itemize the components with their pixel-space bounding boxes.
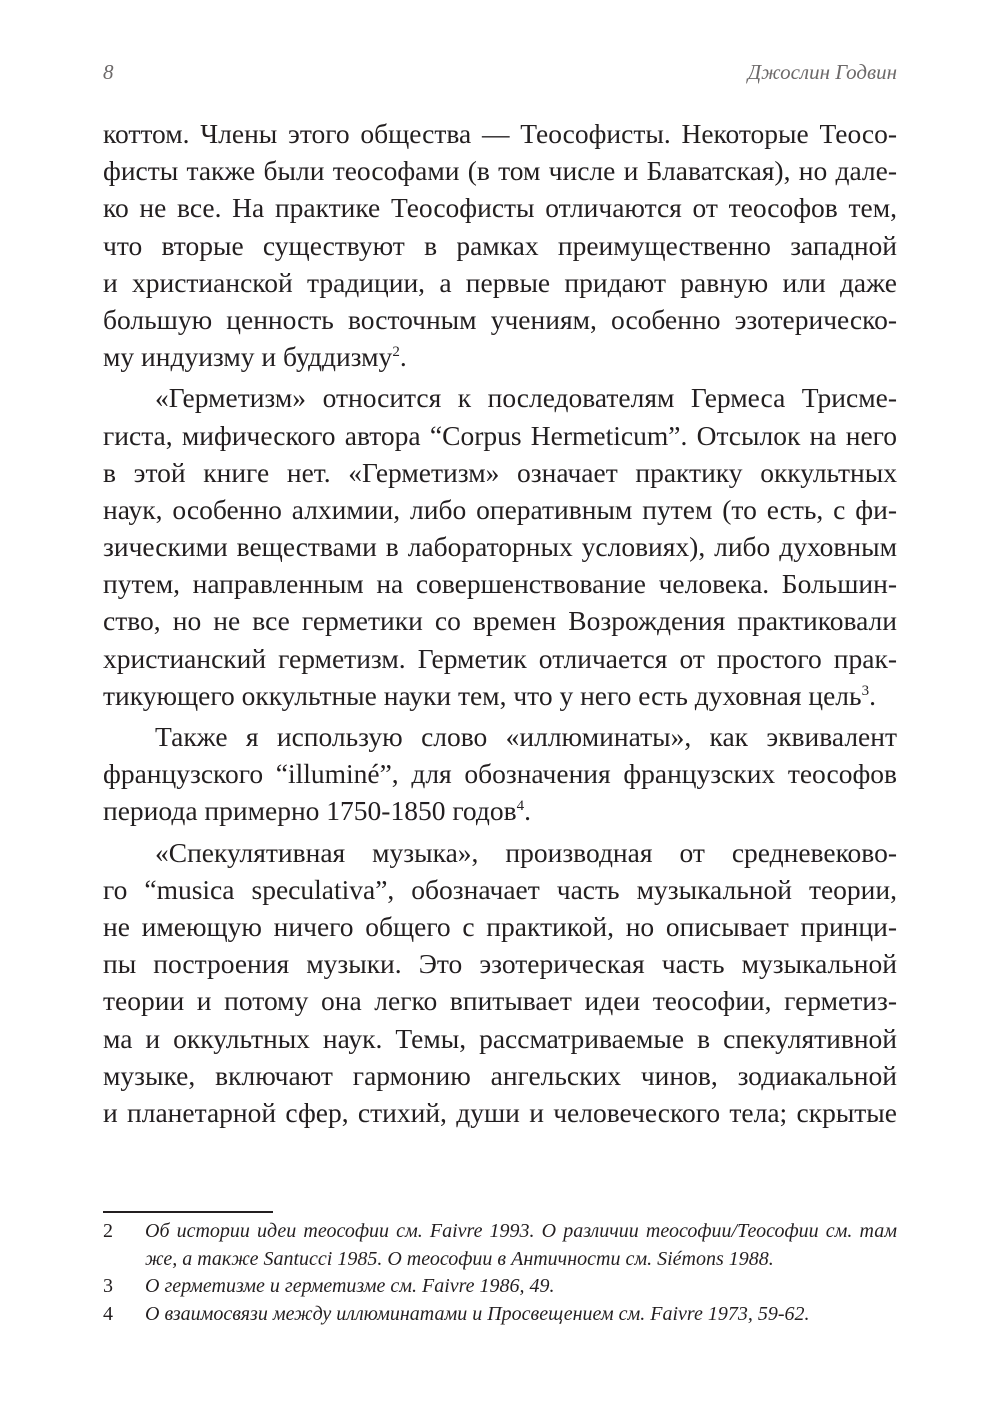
text-line: ство, но не все герметики со времен Возрождения практиковали xyxy=(103,605,897,637)
text-line: гиста, мифического автора “Corpus Hermeticum”. Отсылок на него xyxy=(103,419,897,451)
footnote-rule xyxy=(103,1211,273,1213)
text-line: зическими веществами в лабораторных условиях), либо духовным xyxy=(103,531,897,563)
text-line: Также я использую слово «иллюминаты», как эквивалент xyxy=(155,721,897,752)
punctuation: . xyxy=(524,795,531,827)
text-line-content: периода примерно 1750-1850 годов xyxy=(103,795,517,827)
text-line: «Спекулятивная музыка», производная от средневеково- xyxy=(155,836,897,868)
body-text xyxy=(103,115,897,1131)
running-head xyxy=(103,60,897,90)
punctuation: . xyxy=(399,341,407,373)
text-line: путем, направленным на совершенствование человека. Большин- xyxy=(103,568,897,600)
text-line: ко не все. На практике Теософисты отличаются от теософов тем, xyxy=(103,192,897,224)
footnote-number: 3 xyxy=(103,1275,113,1297)
footnote-number: 2 xyxy=(103,1220,113,1242)
text-line: пы построения музыки. Это эзотерическая часть музыкальной xyxy=(103,948,897,980)
text-line: музыке, включают гармонию ангельских чинов, зодиакальной xyxy=(103,1059,897,1091)
text-line-content: тикующего оккультные науки тем, что у него есть духовная цель xyxy=(103,679,862,711)
running-head-author: Джослин Годвин xyxy=(747,60,897,84)
text-line: наук, особенно алхимии, либо оперативным путем (то есть, с фи- xyxy=(103,493,897,525)
footnote-text: же, а также Santucci 1985. О теософии в Античности см. Siémons 1988. xyxy=(145,1247,774,1270)
text-line: теории и потому она легко впитывает идеи теософии, герметиз- xyxy=(103,985,897,1017)
footnote-ref: 4 xyxy=(516,798,525,815)
paragraph xyxy=(103,379,897,714)
page-number: 8 xyxy=(103,60,114,84)
text-line: фисты также были теософами (в том числе и Блаватская), но дале- xyxy=(103,155,897,187)
footnote-ref: 3 xyxy=(861,682,870,699)
text-line xyxy=(103,792,897,829)
text-line xyxy=(103,677,897,714)
footnote-number: 4 xyxy=(103,1302,113,1325)
text-line: христианский герметизм. Герметик отличается от простого прак- xyxy=(103,642,897,674)
text-line: что вторые существуют в рамках преимущественно западной xyxy=(103,229,897,261)
text-line: большую ценность восточным учениям, особенно эзотерическо- xyxy=(103,303,897,335)
text-line xyxy=(103,338,897,375)
text-line: и христианской традиции, а первые придают равную или даже xyxy=(103,266,897,298)
text-line: французского “illuminé”, для обозначения французских теософов xyxy=(103,758,897,790)
text-line: го “musica speculativa”, обозначает часть музыкальной теории, xyxy=(103,873,897,905)
paragraph xyxy=(103,115,897,375)
paragraph xyxy=(103,718,897,830)
text-line: и планетарной сфер, стихий, души и человеческого тела; скрытые xyxy=(103,1096,897,1128)
text-line: коттом. Члены этого общества — Теософисты. Некоторые Теосо- xyxy=(103,118,897,149)
text-line: в этой книге нет. «Герметизм» означает практику оккультных xyxy=(103,456,897,488)
footnote-text: О герметизме и герметизме см. Faivre 1986, 49. xyxy=(145,1275,555,1297)
footnote-text: О взаимосвязи между иллюминатами и Просвещением см. Faivre 1973, 59-62. xyxy=(145,1302,810,1325)
text-line: «Герметизм» относится к последователям Гермеса Трисме- xyxy=(155,382,897,414)
text-line: не имеющую ничего общего с практикой, но описывает принци- xyxy=(103,910,897,942)
punctuation: . xyxy=(869,679,876,711)
footnote xyxy=(103,1273,897,1301)
text-line: ма и оккультных наук. Темы, рассматриваемые в спекулятивной xyxy=(103,1022,897,1054)
footnote xyxy=(103,1301,897,1329)
footnote-text: Об истории идеи теософии см. Faivre 1993. О различии теософии/Теософии см. там xyxy=(145,1220,897,1242)
footnotes xyxy=(103,1218,897,1328)
paragraph xyxy=(103,834,897,1132)
footnote-ref: 2 xyxy=(392,343,400,360)
text-line-content: му индуизму и буддизму xyxy=(103,341,393,373)
footnote xyxy=(103,1218,897,1273)
